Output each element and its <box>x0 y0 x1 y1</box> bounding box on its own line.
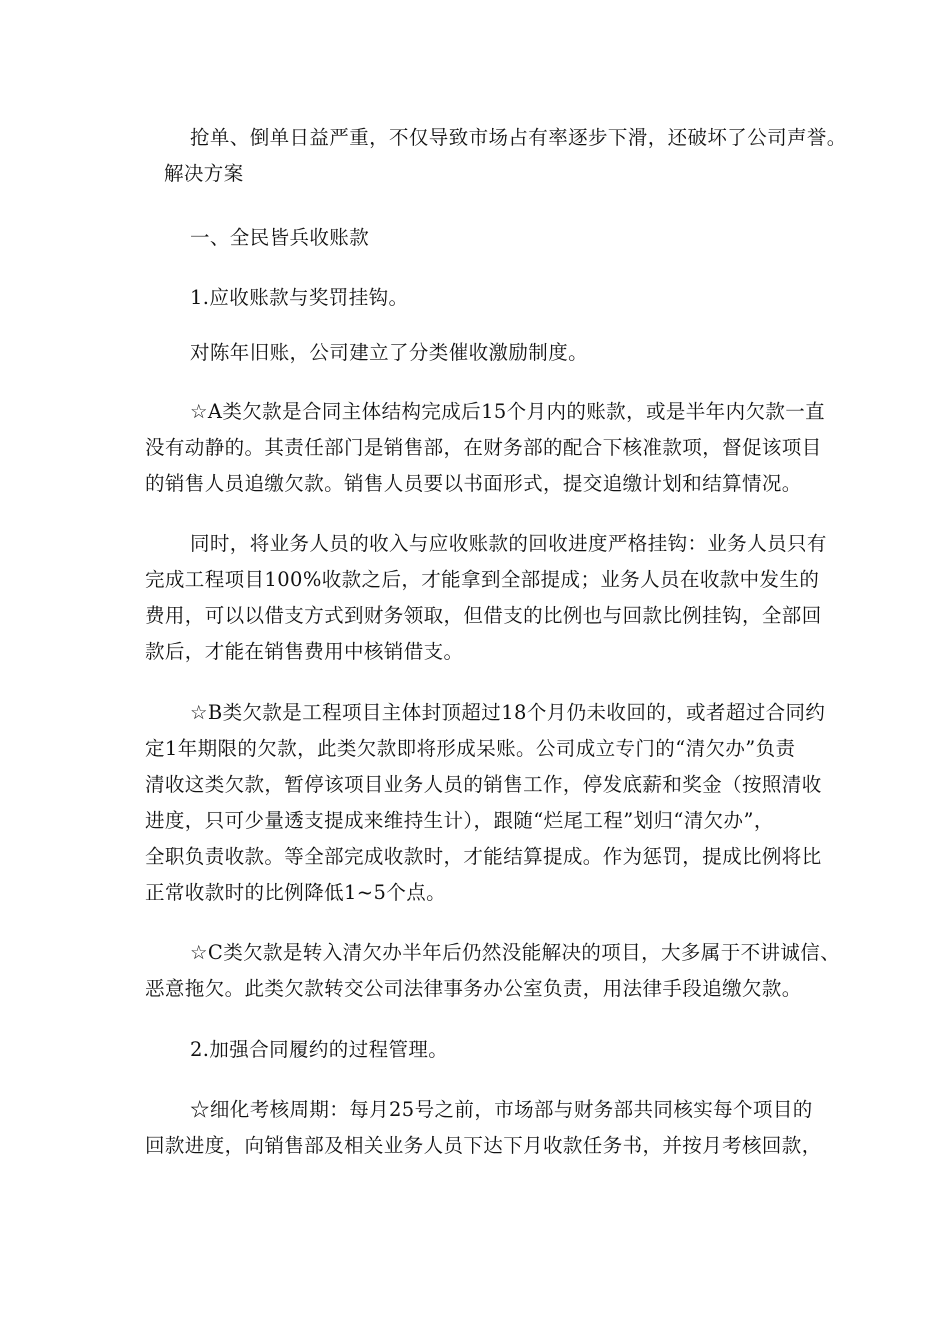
text-line: ☆B类欠款是工程项目主体封顶超过18个月仍未收回的，或者超过合同约 <box>190 701 826 724</box>
text-line: 正常收款时的比例降低1~5个点。 <box>145 881 447 904</box>
text-line: 款后，才能在销售费用中核销借支。 <box>145 640 464 663</box>
text-line: 清收这类欠款，暂停该项目业务人员的销售工作，停发底薪和奖金（按照清收 <box>145 773 822 796</box>
text-line: 进度，只可少量透支提成来维持生计），跟随“烂尾工程”划归“清欠办”， <box>145 809 774 832</box>
text-line: ☆A类欠款是合同主体结构完成后15个月内的账款，或是半年内欠款一直 <box>190 400 826 423</box>
text-line: 恶意拖欠。此类欠款转交公司法律事务办公室负责，用法律手段追缴欠款。 <box>145 977 802 1000</box>
text-line: 定1年期限的欠款，此类欠款即将形成呆账。公司成立专门的“清欠办”负责 <box>145 737 796 760</box>
text-line: 完成工程项目100%收款之后，才能拿到全部提成；业务人员在收款中发生的 <box>145 568 820 591</box>
heading-level-2: 2.加强合同履约的过程管理。 <box>190 1038 449 1061</box>
text-line: 对陈年旧账，公司建立了分类催收激励制度。 <box>190 341 589 364</box>
text-line: 的销售人员追缴欠款。销售人员要以书面形式，提交追缴计划和结算情况。 <box>145 472 802 495</box>
text-line: 回款进度，向销售部及相关业务人员下达下月收款任务书，并按月考核回款， <box>145 1134 822 1157</box>
heading-level-2: 1.应收账款与奖罚挂钩。 <box>190 286 409 309</box>
text-line: 全职负责收款。等全部完成收款时，才能结算提成。作为惩罚，提成比例将比 <box>145 845 822 868</box>
section-heading: 解决方案 <box>164 162 244 185</box>
text-line: 抢单、倒单日益严重，不仅导致市场占有率逐步下滑，还破坏了公司声誉。 <box>190 126 847 149</box>
text-line: 没有动静的。其责任部门是销售部，在财务部的配合下核准款项，督促该项目 <box>145 436 822 459</box>
text-line: ☆细化考核周期：每月25号之前，市场部与财务部共同核实每个项目的 <box>190 1098 813 1121</box>
heading-level-1: 一、全民皆兵收账款 <box>190 226 370 249</box>
text-line: ☆C类欠款是转入清欠办半年后仍然没能解决的项目，大多属于不讲诚信、 <box>190 941 841 964</box>
text-line: 费用，可以以借支方式到财务领取，但借支的比例也与回款比例挂钩，全部回 <box>145 604 822 627</box>
text-line: 同时，将业务人员的收入与应收账款的回收进度严格挂钩：业务人员只有 <box>190 532 827 555</box>
